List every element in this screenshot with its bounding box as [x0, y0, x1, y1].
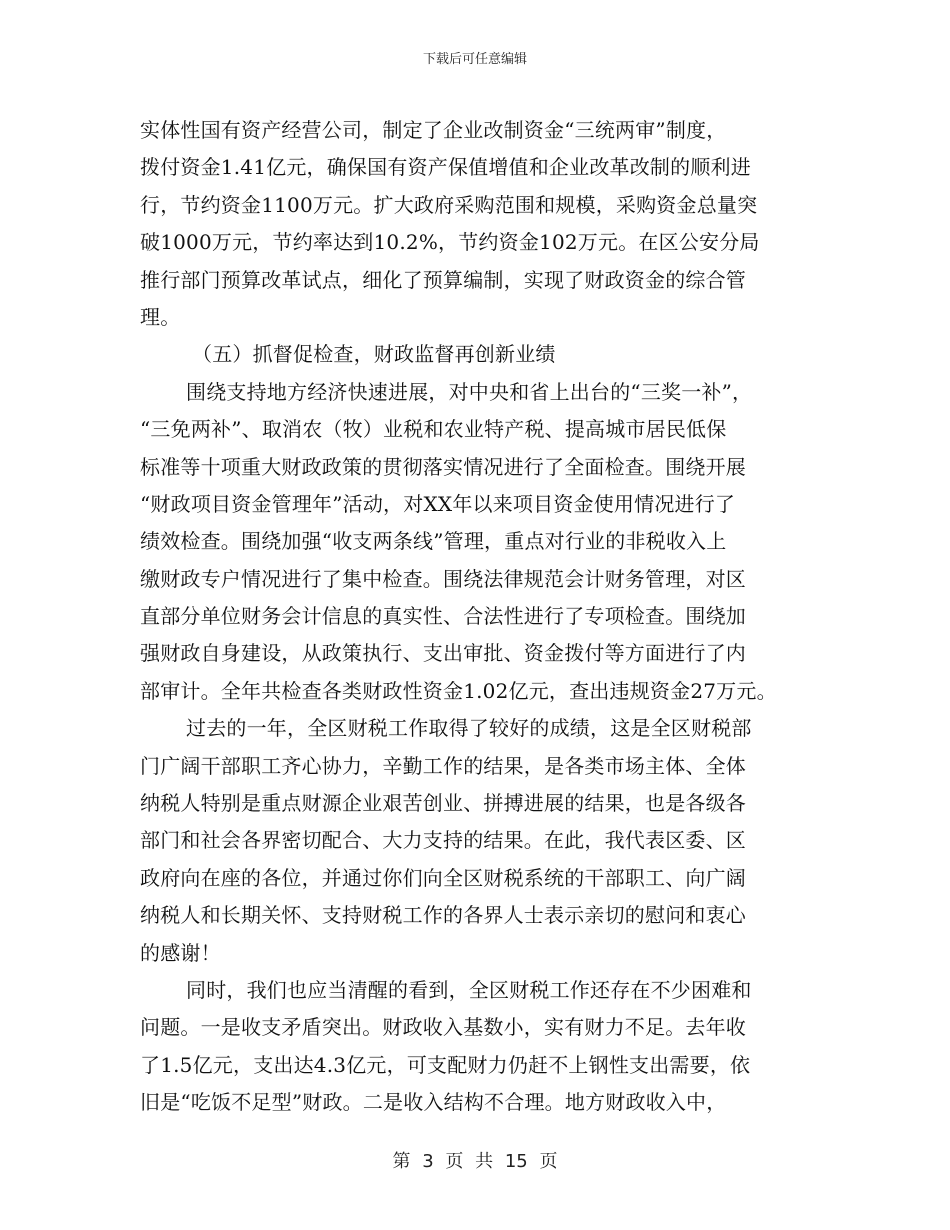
text-line: 的感谢！ — [140, 940, 221, 965]
document-body — [140, 112, 830, 1122]
text-line: 标准等十项重大财政政策的贯彻落实情况进行了全面检查。围绕开展 — [140, 454, 746, 479]
text-line: 直部分单位财务会计信息的真实性、合法性进行了专项检查。围绕加 — [140, 604, 746, 629]
text-line: 缴财政专户情况进行了集中检查。围绕法律规范会计财务管理，对区 — [140, 566, 746, 591]
text-line: 强财政自身建设，从政策执行、支出审批、资金拨付等方面进行了内 — [140, 641, 746, 666]
text-line: 旧是“吃饭不足型”财政。二是收入结构不合理。地方财政收入中， — [140, 1090, 727, 1115]
text-line: 理。 — [140, 304, 181, 329]
text-line: 破1000万元，节约率达到10.2%，节约资金102万元。在区公安分局 — [140, 230, 760, 255]
text-line: 绩效检查。围绕加强“收支两条线”管理，重点对行业的非税收入上 — [140, 529, 727, 554]
section-heading: （五）抓督促检查，财政监督再创新业绩 — [192, 342, 556, 367]
text-line: 纳税人和长期关怀、支持财税工作的各界人士表示亲切的慰问和衷心 — [140, 903, 746, 928]
text-line: 门广阔干部职工齐心协力，辛勤工作的结果，是各类市场主体、全体 — [140, 753, 746, 778]
text-line: 围绕支持地方经济快速进展，对中央和省上出台的“三奖一补”， — [186, 379, 753, 404]
text-line: 部审计。全年共检查各类财政性资金1.02亿元，查出违规资金27万元。 — [140, 678, 777, 703]
text-line: 实体性国有资产经营公司，制定了企业改制资金“三统两审”制度， — [140, 118, 727, 142]
text-line: 同时，我们也应当清醒的看到，全区财税工作还存在不少困难和 — [186, 977, 752, 1002]
text-line: “财政项目资金管理年”活动，对XX年以来项目资金使用情况进行了 — [140, 491, 736, 516]
text-line: 政府向在座的各位，并通过你们向全区财税系统的干部职工、向广阔 — [140, 865, 746, 890]
text-line: 过去的一年，全区财税工作取得了较好的成绩，这是全区财税部 — [186, 716, 752, 741]
text-line: 推行部门预算改革试点，细化了预算编制，实现了财政资金的综合管 — [140, 267, 746, 292]
page-number-footer: 第 3 页 共 15 页 — [392, 1151, 558, 1172]
text-line: 行，节约资金1100万元。扩大政府采购范围和规模，采购资金总量突 — [140, 192, 758, 217]
text-line: 拨付资金1.41亿元，确保国有资产保值增值和企业改革改制的顺利进 — [140, 155, 751, 180]
text-line: 问题。一是收支矛盾突出。财政收入基数小，实有财力不足。去年收 — [140, 1015, 746, 1040]
text-line: 部门和社会各界密切配合、大力支持的结果。在此，我代表区委、区 — [140, 828, 746, 853]
text-line: “三免两补”、取消农（牧）业税和农业特产税、提高城市居民低保 — [140, 417, 727, 442]
page-header: 下载后可任意编辑 — [422, 52, 527, 67]
text-line: 了1.5亿元，支出达4.3亿元，可支配财力仍赶不上钢性支出需要，依 — [140, 1052, 751, 1077]
text-line: 纳税人特别是重点财源企业艰苦创业、拼搏进展的结果，也是各级各 — [140, 791, 746, 816]
